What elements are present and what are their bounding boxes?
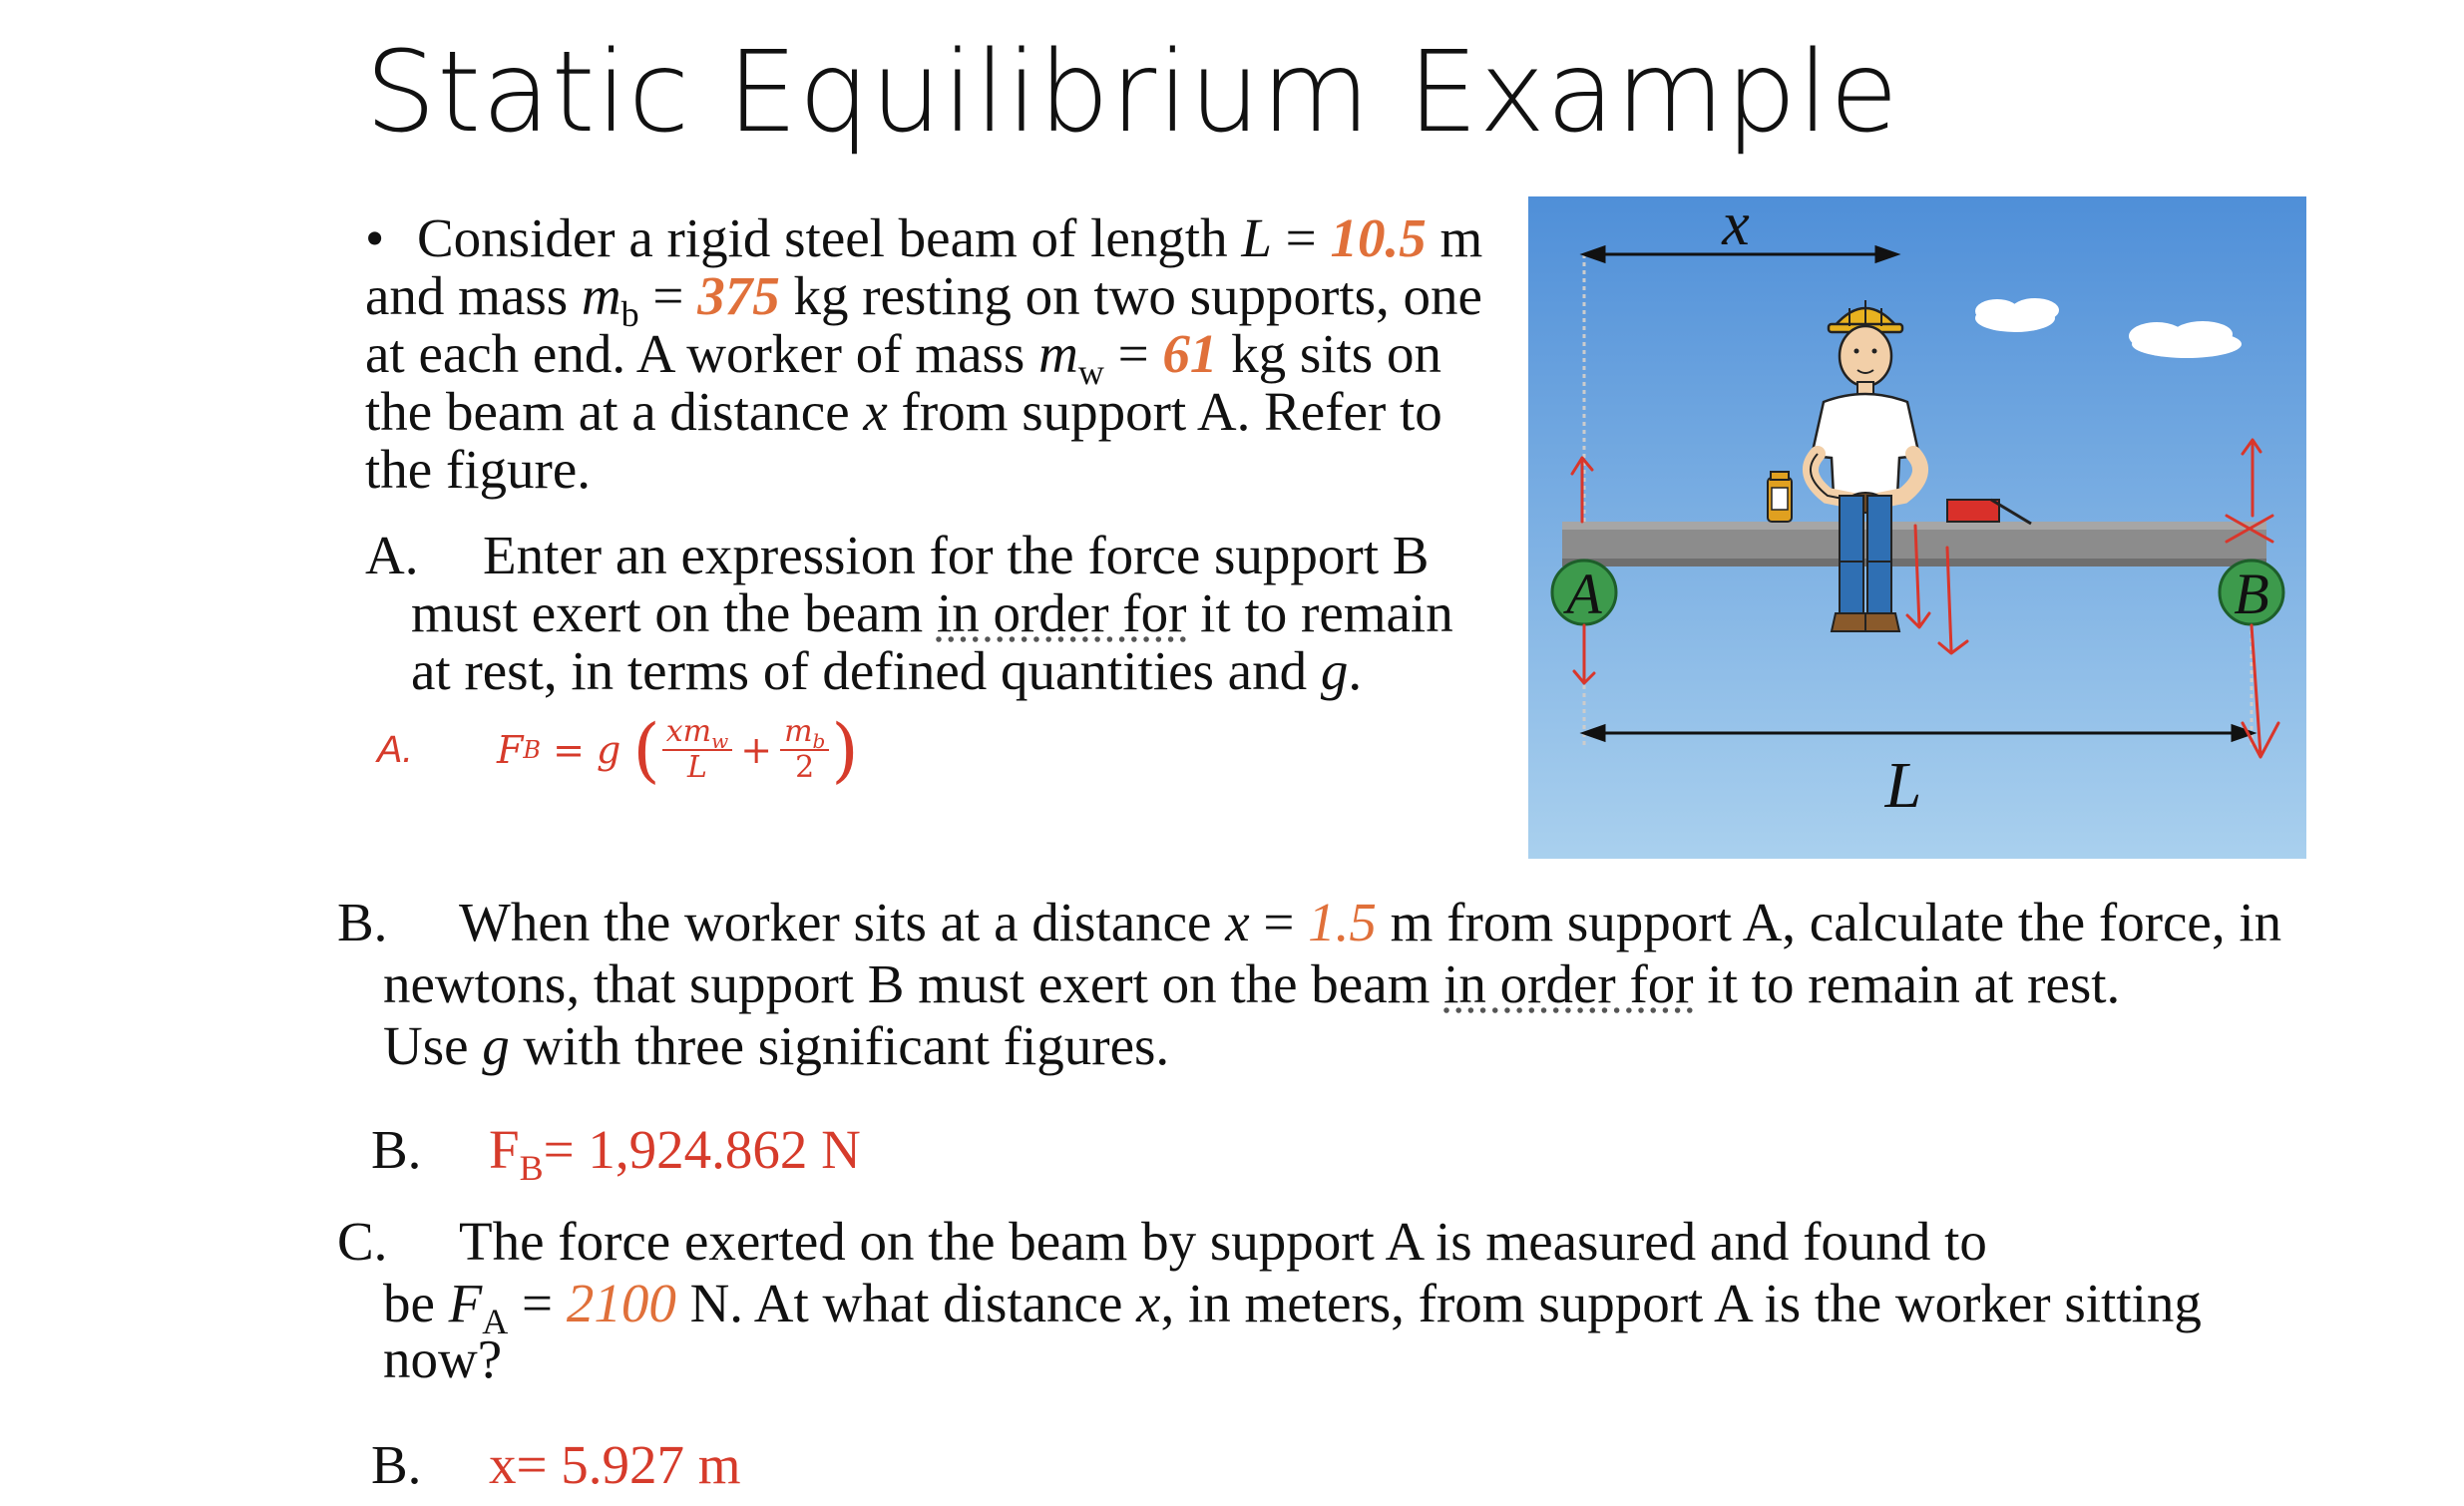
- part-b-answer-value: = 1,924.862 N: [543, 1119, 861, 1180]
- part-b-answer: B. $F_B= 1,924.862$ N: [371, 1119, 861, 1188]
- part-a-answer-label: A.: [377, 728, 413, 771]
- part-c-answer-value: x= 5.927 m: [489, 1434, 741, 1495]
- part-c-question: C. The force exerted on the beam by support A is measured and found to be $F_A = 2100$ N. At what distance x, in meters, from support A is the worker sitting now?: [337, 1211, 2202, 1389]
- slide-title: Static Equilibrium Example: [365, 28, 1899, 158]
- part-b-label: B.: [337, 892, 388, 952]
- part-a-question: A. Enter an expression for the force support B must exert on the beam in order for it to remain at rest, in terms of defined quantities and g.: [365, 525, 1453, 701]
- intro-line-2: and mass $m_b = 375$ kg resting on two supports, one: [365, 265, 1482, 334]
- fraction-xmw-over-L: $\frac{xm_w}{L}$: [662, 715, 733, 785]
- intro-paragraph: [365, 209, 1512, 499]
- length-value: 10.5: [1330, 207, 1427, 268]
- fraction-mb-over-2: $\frac{m_b}{2}$: [780, 715, 829, 785]
- intro-line-1: • Consider a rigid steel beam of length L = 10.5 m: [365, 207, 1483, 268]
- part-c-answer: [371, 1436, 741, 1494]
- intro-line-4: the beam at a distance x from support A. Refer to: [365, 381, 1442, 442]
- thermos-icon: [1768, 472, 1792, 522]
- bullet: •: [365, 207, 385, 268]
- beam-figure: [1528, 196, 2306, 859]
- part-a-answer: A. F B = g ( $\frac{xm_w}{L}$ + $\frac{m_b}{2}$ ): [377, 709, 859, 791]
- worker-mass-value: 61: [1162, 323, 1218, 384]
- intro-line-3: at each end. A worker of mass $m_w = 61$ kg sits on: [365, 323, 1441, 392]
- part-c-label: C.: [337, 1211, 388, 1272]
- support-b-label: B: [2234, 562, 2269, 626]
- beam-mass-value: 375: [697, 265, 780, 326]
- part-a-label: A.: [365, 525, 419, 585]
- part-b-answer-label: B.: [371, 1119, 422, 1180]
- distance-value: 1.5: [1308, 892, 1377, 952]
- x-label: x: [1722, 196, 1750, 258]
- L-label: L: [1884, 749, 1922, 822]
- part-b-question: B. When the worker sits at a distance x = 1.5 m from support A, calculate the force, in newtons, that support B must exert on the beam in order for it to remain at rest. Use g with three significant figures.: [337, 892, 2282, 1076]
- cloud-right: [2129, 321, 2242, 358]
- intro-line-5: the figure.: [365, 439, 592, 500]
- force-a-value: 2100: [566, 1273, 676, 1333]
- part-c-answer-label: B.: [371, 1434, 422, 1495]
- support-a-label: A: [1566, 562, 1602, 626]
